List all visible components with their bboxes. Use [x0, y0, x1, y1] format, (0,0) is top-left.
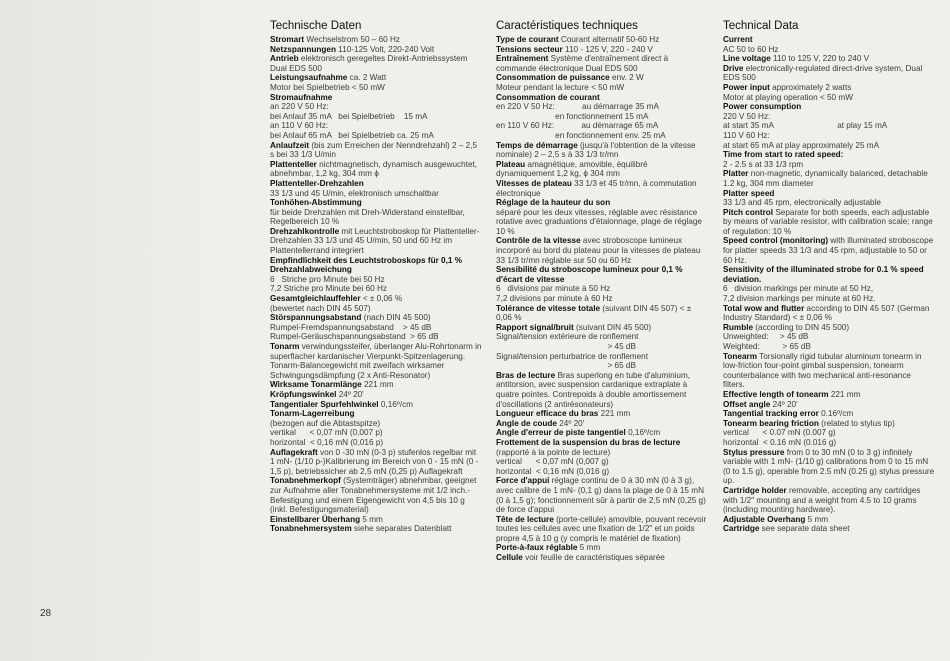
spec-entry — [270, 448, 482, 477]
spec-value: en 220 V 50 Hz: au démarrage 35 mA en fonctionnement 15 mA en 110 V 60 Hz: au démarrage 65 mA en fonctionnement env. 25 mA — [496, 102, 666, 140]
spec-entry — [723, 448, 935, 486]
spec-entry — [496, 265, 708, 303]
spec-entry — [723, 400, 935, 410]
spec-value: amagnétique, amovible, équilibré dynamiquement 1,2 kg, ϕ 304 mm — [496, 159, 650, 179]
spec-entry — [270, 409, 482, 447]
german-specs-column — [270, 20, 482, 534]
spec-value: (according to DIN 45 500) Unweighted: > 45 dB Weighted: > 65 dB — [723, 322, 850, 351]
spec-entry — [496, 35, 708, 45]
spec-value: 5 mm — [360, 514, 383, 524]
spec-value: 33 1/3 und 45 U/min, elektronisch umschaltbar — [270, 188, 439, 198]
french-specs-title: Caractéristiques techniques — [496, 20, 638, 32]
spec-entry — [723, 486, 935, 515]
english-specs-column — [723, 20, 935, 534]
spec-value: réglage continu de 0 à 30 mN (0 à 3 g), avec calibre de 1 mN- (0,1 g) dans la plage de 0 à 15 mN (0 à 1,5 g); fonctionnement sûr à partir de 2,5 mN (0,25 g) de force d'appui — [496, 476, 709, 515]
spec-value: 6 divisions par minute à 50 Hz 7,2 divisions par minute à 60 Hz — [496, 284, 613, 304]
spec-entry — [723, 265, 935, 303]
spec-entry — [496, 409, 708, 419]
spec-entry — [496, 543, 708, 553]
spec-label: Longueur efficace du bras — [496, 409, 599, 419]
spec-entry — [496, 198, 708, 236]
spec-value: (bis zum Erreichen der Nenndrehzahl) 2 – 2,5 s bei 33 1/3 U/min — [270, 140, 480, 160]
spec-value: an 220 V 50 Hz: bei Anlauf 35 mA bei Spielbetrieb 15 mA an 110 V 60 Hz: bei Anlauf 65 mA bei Spielbetrieb ca. 25 mA — [270, 102, 434, 140]
spec-label: Vitesses de plateau — [496, 178, 572, 188]
spec-label: Force d'appui — [496, 476, 550, 486]
spec-entry — [496, 54, 708, 73]
spec-value: nichtmagnetisch, dynamisch ausgewuchtet, abnehmbar, 1,2 kg, 304 mm ϕ — [270, 159, 480, 179]
spec-entry — [270, 227, 482, 256]
spec-value: für beide Drehzahlen mit Dreh-Widerstand einstellbar, Regelbereich 10 % — [270, 207, 465, 227]
spec-entry — [723, 409, 935, 419]
spec-label: Netzspannungen — [270, 44, 336, 54]
spec-entry — [496, 371, 708, 409]
spec-entry — [496, 304, 708, 323]
spec-value: AC 50 to 60 Hz — [723, 44, 779, 54]
spec-entry — [496, 141, 708, 160]
spec-label: Tolérance de vitesse totale — [496, 303, 601, 313]
spec-entry — [496, 323, 708, 371]
spec-entry — [723, 102, 935, 150]
spec-entry — [496, 438, 708, 476]
spec-value: (suivant DIN 45 507) < ± 0,06 % — [496, 303, 694, 323]
spec-label: Bras de lecture — [496, 370, 556, 380]
spec-entry — [270, 390, 482, 400]
spec-entry — [270, 198, 482, 227]
spec-label: Plattenteller — [270, 159, 317, 169]
spec-value: 33 1/3 and 45 rpm, electronically adjustable — [723, 198, 881, 208]
spec-label: Rapport signal/bruit — [496, 322, 574, 332]
spec-entry — [723, 208, 935, 237]
spec-value: see separate data sheet — [759, 524, 850, 534]
spec-label: Cellule — [496, 553, 523, 563]
spec-value: approximately 2 watts Motor at playing operation < 50 mW — [723, 82, 853, 102]
spec-value: env. 2 W Moteur pendant la lecture < 50 mW — [496, 73, 644, 92]
spec-value: avec stroboscope lumineux incorporé au bord du plateau pour la vitesses de plateau 33 1/3 tr/mn réglable sur 50 ou 60 Hz — [496, 236, 703, 265]
spec-label: Gesamtgleichlauffehler — [270, 294, 361, 304]
spec-value: (bezogen auf die Abtastspitze) vertikal < 0,07 mN (0,007 p) horizontal < 0,16 mN (0,016 p) — [270, 418, 384, 447]
spec-label: Empfindlichkeit des Leuchtstroboskops für 0,1 % Drehzahlabweichung — [270, 255, 465, 275]
spec-entry — [270, 54, 482, 73]
spec-value: 24º 20' — [336, 389, 364, 399]
spec-value: (nach DIN 45 500) Rumpel-Fremdspannungsabstand > 45 dB Rumpel-Geräuschspannungsabstand > 65 dB — [270, 313, 439, 342]
spec-value: 110-125 Volt, 220-240 Volt — [335, 44, 435, 54]
spec-label: Tonhöhen-Abstimmung — [270, 198, 362, 208]
spec-entry — [496, 93, 708, 141]
spec-label: Tonearm — [723, 351, 757, 361]
spec-entry — [270, 313, 482, 342]
spec-label: Speed control (monitoring) — [723, 236, 829, 246]
spec-label: Current — [723, 35, 753, 44]
spec-label: Type de courant — [496, 35, 559, 44]
spec-label: Frottement de la suspension du bras de lecture — [496, 437, 681, 447]
spec-value: mit Leuchtstroboskop für Plattenteller-Drehzahlen 33 1/3 und 45 U/min, 50 und 60 Hz im Plattentellerrand integriert — [270, 226, 480, 256]
spec-label: Tonarm — [270, 342, 300, 351]
spec-label: Drehzahlkontrolle — [270, 226, 340, 236]
spec-value: von 0 -30 mN (0-3 p) stufenlos regelbar mit 1 mN- (1/10 p-)Kalibrierung im Bereich von 0 - 15 mN (0 - 1,5 p), betriebssicher ab 2,5 mN (0,25 p) Auflagekraft — [270, 447, 481, 476]
spec-label: Wirksame Tonarmlänge — [270, 380, 362, 390]
spec-value: voir feuille de caractéristiques séparée — [522, 553, 665, 563]
spec-value: < ± 0,06 % (bewertet nach DIN 45 507) — [270, 294, 403, 313]
spec-entry — [496, 419, 708, 429]
spec-label: Cartridge holder — [723, 485, 787, 495]
spec-value: (rapporté à la pointe de lecture) vertical < 0,07 mN (0,007 g) horizontal < 0,16 mN (0,016 g) — [496, 447, 611, 476]
spec-label: Tête de lecture — [496, 514, 554, 524]
spec-entry — [496, 515, 708, 544]
spec-entry — [496, 428, 708, 438]
spec-entry — [270, 342, 482, 380]
spec-entry — [270, 380, 482, 390]
spec-entry — [723, 515, 935, 525]
spec-label: Pitch control — [723, 207, 774, 217]
spec-value: 0.16º/cm — [818, 409, 854, 419]
spec-label: Tangential tracking error — [723, 409, 819, 419]
spec-entry — [496, 160, 708, 179]
spec-entry — [723, 390, 935, 400]
spec-value: 110 - 125 V, 220 - 240 V — [562, 44, 653, 54]
spec-label: Störspannungsabstand — [270, 313, 362, 323]
spec-value: according to DIN 45 507 (German Industry Standard) < ± 0,06 % — [723, 303, 932, 323]
spec-label: Temps de démarrage — [496, 140, 578, 150]
previous-page-bleed — [0, 0, 250, 661]
spec-label: Platter — [723, 169, 749, 179]
spec-label: Plateau — [496, 159, 526, 169]
spec-entry — [496, 45, 708, 55]
spec-entry — [270, 45, 482, 55]
spec-label: Cartridge — [723, 524, 760, 534]
spec-label: Leistungsaufnahme — [270, 73, 348, 83]
spec-label: Antrieb — [270, 54, 299, 64]
spec-value: 2 - 2.5 s at 33 1/3 rpm — [723, 159, 804, 169]
spec-value: 0,16º/cm — [378, 399, 413, 409]
spec-label: Tonearm bearing friction — [723, 418, 819, 428]
spec-entry — [723, 236, 935, 265]
spec-label: Rumble — [723, 322, 754, 332]
spec-label: Offset angle — [723, 399, 771, 409]
german-specs-list — [270, 35, 482, 534]
spec-entry — [270, 73, 482, 92]
spec-value: 6 division markings per minute at 50 Hz, 7,2 division markings per minute at 60 Hz. — [723, 284, 876, 304]
spec-entry — [270, 476, 482, 514]
french-specs-column — [496, 20, 708, 563]
english-specs-title: Technical Data — [723, 20, 799, 32]
spec-label: Stylus pressure — [723, 447, 785, 457]
spec-value: 6 Striche pro Minute bei 50 Hz 7,2 Striche pro Minute bei 60 Hz — [270, 274, 387, 294]
spec-value: removable, accepting any cartridges with 1/2" mounting and a weight from 4.5 to 10 grams (including mounting hardware). — [723, 485, 923, 515]
spec-label: Auflagekraft — [270, 447, 318, 457]
spec-value: 220 V 50 Hz: at start 35 mA at play 15 mA 110 V 60 Hz: at start 65 mA at play approximately 25 mA — [723, 111, 888, 150]
spec-label: Tonarm-Lagerreibung — [270, 409, 355, 419]
spec-entry — [270, 160, 482, 179]
spec-entry — [496, 179, 708, 198]
spec-label: Einstellbarer Überhang — [270, 514, 361, 524]
spec-entry — [270, 294, 482, 313]
spec-label: Tensions secteur — [496, 44, 563, 54]
spec-label: Contrôle de la vitesse — [496, 236, 581, 246]
spec-value: with illuminated stroboscope for platter speeds 33 1/3 and 45 rpm, adjustable to 50 or 60 Hz. — [723, 236, 936, 265]
spec-entry — [270, 524, 482, 534]
spec-value: (jusqu'à l'obtention de la vitesse nominale) 2 – 2,5 s à 33 1/3 tr/mn — [496, 140, 698, 160]
spec-value: Separate for both speeds, each adjustable by means of variable resistor, with calibration scale; range of regulation: 10 % — [723, 207, 936, 236]
spec-value: 0,16º/cm — [625, 428, 661, 438]
spec-value: 221 mm — [828, 389, 861, 399]
spec-value: 24º 20' — [556, 418, 585, 428]
spec-label: Tonabnehmersystem — [270, 524, 352, 534]
spec-label: Consommation de puissance — [496, 73, 610, 83]
spec-entry — [496, 553, 708, 563]
spec-value: electronically-regulated direct-drive system, Dual EDS 500 — [723, 63, 925, 83]
english-specs-list — [723, 35, 935, 534]
spec-entry — [270, 400, 482, 410]
spec-label: Power input — [723, 82, 770, 92]
spec-entry — [723, 189, 935, 208]
german-specs-title: Technische Daten — [270, 20, 362, 32]
spec-label: Adjustable Overhang — [723, 514, 806, 524]
spec-value: (porte-cellule) amovible, pouvant recevoir toutes les cellules avec une fixation de 1/2" et un poids propre 4,5 à 10 g (y compris le matériel de fixation) — [496, 514, 709, 543]
spec-entry — [270, 35, 482, 45]
spec-value: 5 mm — [577, 543, 601, 553]
spec-value: 33 1/3 et 45 tr/mn, à commutation électronique — [496, 178, 699, 198]
spec-value: non-magnetic, dynamically balanced, detachable 1.2 kg, 304 mm diameter — [723, 169, 931, 188]
spec-value: 221 mm — [598, 409, 631, 419]
spec-label: Consommation de courant — [496, 92, 600, 102]
spec-value: 24º 20' — [770, 399, 798, 409]
spec-label: Time from start to rated speed: — [723, 150, 844, 160]
spec-entry — [270, 141, 482, 160]
spec-label: Drive — [723, 63, 744, 73]
spec-value: (suivant DIN 45 500) Signal/tension extérieure de ronflement > 45 dB Signal/tension perturbatrice de ronflement > 65 dB — [496, 322, 652, 371]
spec-label: Sensitivity of the illuminated strobe for 0.1 % speed deviation. — [723, 265, 926, 284]
spec-entry — [723, 64, 935, 83]
spec-value: 5 mm — [805, 514, 829, 524]
spec-value: Wechselstrom 50 – 60 Hz — [304, 35, 400, 44]
spec-label: Angle de coude — [496, 418, 557, 428]
page-number: 28 — [40, 608, 52, 619]
spec-entry — [723, 169, 935, 188]
spec-label: Stromart — [270, 35, 305, 44]
spec-entry — [270, 256, 482, 294]
spec-value: Torsionally rigid tubular aluminum tonearm in low-friction four-point gimbal suspension, tonearm counterbalance with two mechanical anti-resonance filters. — [723, 351, 924, 390]
spec-value: Système d'entraînement direct à commande électronique Dual EDS 500 — [496, 54, 671, 73]
spec-value: elektronisch geregeltes Direkt-Antriebssystem Dual EDS 500 — [270, 54, 470, 73]
spec-entry — [270, 515, 482, 525]
spec-label: Power consumption — [723, 102, 802, 112]
spec-label: Line voltage — [723, 54, 771, 64]
spec-value: ca. 2 Watt Motor bei Spielbetrieb < 50 mW — [270, 73, 387, 92]
spec-label: Réglage de la hauteur du son — [496, 198, 611, 208]
spec-label: Platter speed — [723, 188, 775, 198]
spec-entry — [723, 150, 935, 169]
spec-entry — [723, 524, 935, 534]
spec-entry — [270, 93, 482, 141]
spec-entry — [723, 54, 935, 64]
spec-label: Entraînement — [496, 54, 549, 64]
spec-label: Sensibilité du stroboscope lumineux pour 0,1 % d'écart de vitesse — [496, 265, 685, 284]
spec-value: (related to stylus tip) vertical < 0.07 mN (0.007 g) horizontal < 0.16 mN (0.016 g) — [723, 418, 895, 447]
spec-label: Tonabnehmerkopf — [270, 476, 341, 486]
spec-entry — [723, 419, 935, 448]
spec-entry — [496, 236, 708, 265]
spec-entry — [270, 179, 482, 198]
spec-entry — [496, 73, 708, 92]
spec-label: Effective length of tonearm — [723, 389, 829, 399]
spec-value: Courant alternatif 50-60 Hz — [558, 35, 660, 44]
spec-label: Total wow and flutter — [723, 303, 805, 313]
spec-entry — [723, 304, 935, 323]
spec-label: Plattenteller-Drehzahlen — [270, 178, 364, 188]
spec-value: verwindungssteifer, überlanger Alu-Rohrtonarm in superflacher kardanischer Vierpunkt-Spitzenlagerung. Tonarm-Balancegewicht mit zweifach wirksamer Schwingungsdämpfung (2 x Anti-Resonator) — [270, 342, 484, 380]
spec-label: Tangentialer Spurfehlwinkel — [270, 399, 379, 409]
spec-value: 110 to 125 V, 220 to 240 V — [770, 54, 870, 64]
spec-value: (Systemträger) abnehmbar, geeignet zur Aufnahme aller Tonabnehmersysteme mit 1/2 inch.-Befestigung und einem Eigengewicht von 4,5 bis 10 g (inkl. Befestigungsmaterial) — [270, 476, 479, 515]
spec-value: 221 mm — [361, 380, 394, 390]
spec-label: Anlaufzeit — [270, 140, 310, 150]
spec-value: Bras superlong en tube d'aluminium, antitorsion, avec suspension cardanique extraplate à quatre pointes. Contrepoids à double amortissement d'oscillations (2 antirésonateurs) — [496, 370, 693, 409]
spec-label: Porte-à-faux réglable — [496, 543, 578, 553]
spec-entry — [723, 35, 935, 54]
spec-entry — [496, 476, 708, 514]
spec-entry — [723, 352, 935, 390]
spec-label: Kröpfungswinkel — [270, 389, 337, 399]
spec-label: Stromaufnahme — [270, 92, 333, 102]
spec-entry — [723, 323, 935, 352]
french-specs-list — [496, 35, 708, 563]
spec-entry — [723, 83, 935, 102]
spec-label: Angle d'erreur de piste tangentiel — [496, 428, 626, 438]
spec-value: séparé pour les deux vitesses, réglable avec résistance rotative avec graduations d'étalonnage, plage de réglage 10 % — [496, 207, 702, 236]
spec-value: siehe separates Datenblatt — [351, 524, 452, 534]
spec-value: from 0 to 30 mN (0 to 3 g) infinitely variable with 1 mN- (1/10 g) calibrations from 0 to 15 mN (0 to 1.5 g), operable from 2.5 mN (0.25 g) stylus pressure up. — [723, 447, 937, 486]
